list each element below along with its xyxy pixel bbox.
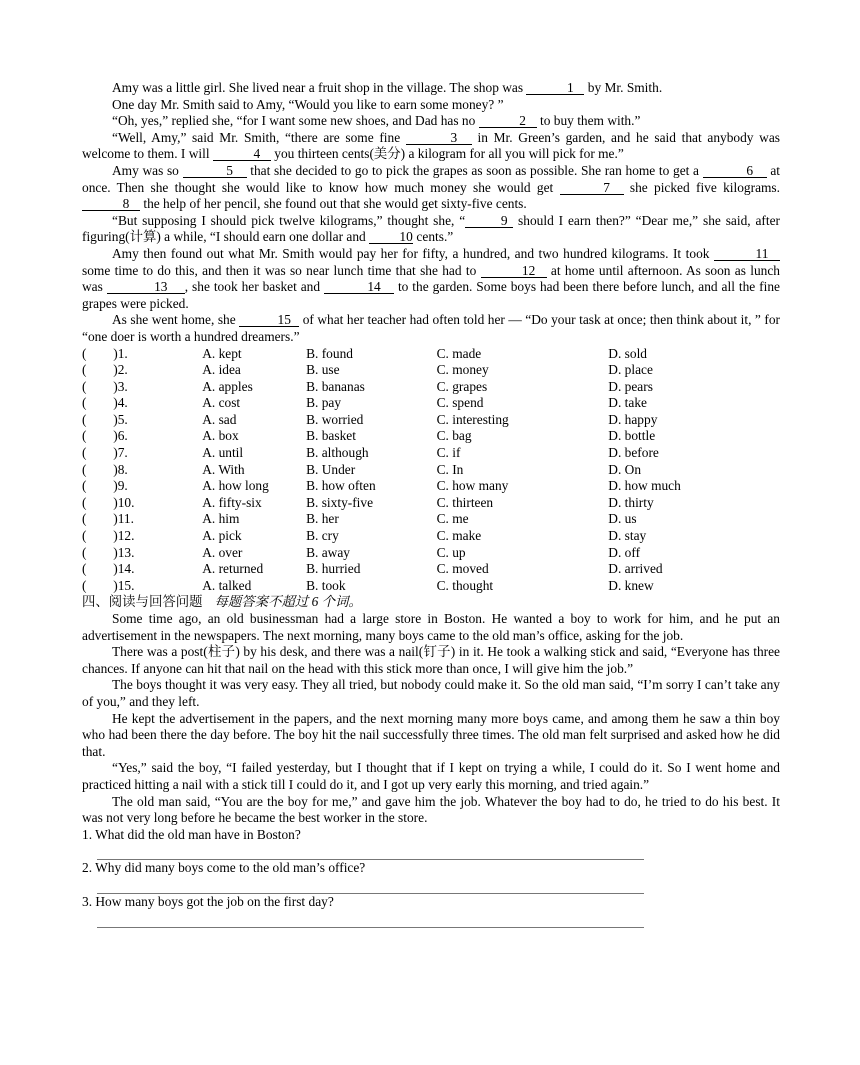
reading-paragraph: The old man said, “You are the boy for me,” and gave him the job. Whatever the boy had to do, he tried to do his best. It was not very long before he became the best worker in the store. [82, 793, 780, 826]
option-number[interactable]: ( )10. [82, 494, 135, 510]
cloze-paragraph-8: As she went home, she 15 of what her teacher had often told her — “Do your task at once; then think about it, ” for “one doer is worth a hundred dreamers.” [82, 312, 780, 344]
blank-14[interactable]: 14 [324, 280, 394, 294]
option-c: C. make [436, 528, 482, 544]
blank-13[interactable]: 13 [107, 280, 185, 294]
option-a: A. box [202, 428, 239, 444]
option-b: B. bananas [306, 378, 365, 394]
option-row [82, 379, 780, 396]
option-c: C. up [436, 544, 466, 560]
option-c: C. interesting [436, 411, 509, 427]
option-d: D. arrived [608, 561, 663, 577]
option-number[interactable]: ( )2. [82, 362, 128, 378]
option-number[interactable]: ( )12. [82, 528, 135, 544]
blank-5[interactable]: 5 [183, 164, 247, 178]
option-row [82, 462, 780, 479]
option-a: A. pick [202, 528, 242, 544]
cloze-paragraph-3: “Oh, yes,” replied she, “for I want some new shoes, and Dad has no 2 to buy them with.” [112, 113, 641, 129]
option-b: B. how often [306, 478, 376, 494]
option-a: A. fifty-six [202, 494, 262, 510]
reading-paragraph: He kept the advertisement in the papers, and the next morning many more boys came, and among them he saw a thin boy who had been there the day before. The boy hit the nail successfully three times. The old man felt surprised and asked how he did that. [82, 710, 780, 759]
blank-11[interactable]: 11 [714, 247, 780, 261]
option-b: B. hurried [306, 561, 361, 577]
option-d: D. On [608, 461, 642, 477]
option-row [82, 495, 780, 512]
option-number[interactable]: ( )1. [82, 345, 128, 361]
blank-8[interactable]: 8 [82, 197, 140, 211]
option-number[interactable]: ( )15. [82, 577, 135, 593]
reading-passage [82, 611, 780, 827]
option-a: A. apples [202, 378, 253, 394]
option-number[interactable]: ( )11. [82, 511, 134, 527]
option-b: B. took [306, 577, 346, 593]
option-number[interactable]: ( )8. [82, 461, 128, 477]
option-b: B. cry [306, 528, 339, 544]
question-2: 2. Why did many boys come to the old man’s office? [82, 860, 366, 876]
reading-paragraph: The boys thought it was very easy. They all tried, but nobody could make it. So the old man said, “I’m sorry I can’t take any of you,” and they left. [82, 677, 780, 709]
option-b: B. away [306, 544, 350, 560]
blank-10[interactable]: 10 [369, 230, 413, 244]
reading-paragraph: “Yes,” said the boy, “I failed yesterday, but I thought that if I kept on trying a while, I could do it. So I went home and practiced hitting a nail with a stick till I could do it, and I got up very early this morning, and tried again.” [82, 760, 780, 792]
option-row [82, 362, 780, 379]
option-a: A. cost [202, 395, 241, 411]
option-d: D. bottle [608, 428, 656, 444]
option-d: D. before [608, 445, 659, 461]
option-b: B. found [306, 345, 353, 361]
option-b: B. Under [306, 461, 356, 477]
option-number[interactable]: ( )6. [82, 428, 128, 444]
option-b: B. her [306, 511, 339, 527]
option-d: D. us [608, 511, 637, 527]
worksheet-page [82, 80, 780, 928]
option-a: A. him [202, 511, 240, 527]
blank-6[interactable]: 6 [703, 164, 767, 178]
answer-hint: 每题答案不超过 6 个词。 [214, 594, 362, 610]
answer-line-1[interactable] [97, 843, 644, 860]
questions [82, 827, 780, 928]
option-number[interactable]: ( )14. [82, 561, 135, 577]
option-a: A. sad [202, 411, 237, 427]
option-d: D. how much [608, 478, 681, 494]
blank-3[interactable]: 3 [406, 131, 472, 145]
cloze-paragraph-2: One day Mr. Smith said to Amy, “Would you like to earn some money? ” [112, 96, 504, 112]
option-c: C. moved [436, 561, 489, 577]
option-c: C. me [436, 511, 469, 527]
blank-2[interactable]: 2 [479, 114, 537, 128]
option-row [82, 528, 780, 545]
option-c: C. spend [436, 395, 484, 411]
option-d: D. off [608, 544, 641, 560]
option-b: B. basket [306, 428, 356, 444]
option-d: D. sold [608, 345, 647, 361]
option-a: A. how long [202, 478, 269, 494]
option-b: B. use [306, 362, 340, 378]
option-row [82, 445, 780, 462]
option-c: C. made [436, 345, 482, 361]
blank-4[interactable]: 4 [213, 147, 271, 161]
blank-7[interactable]: 7 [560, 181, 624, 195]
option-d: D. take [608, 395, 647, 411]
option-a: A. talked [202, 577, 252, 593]
option-number[interactable]: ( )3. [82, 378, 128, 394]
option-a: A. over [202, 544, 243, 560]
blank-12[interactable]: 12 [481, 264, 547, 278]
cloze-passage [82, 80, 780, 346]
option-c: C. how many [436, 478, 509, 494]
option-row [82, 478, 780, 495]
option-b: B. worried [306, 411, 364, 427]
option-a: A. With [202, 461, 245, 477]
reading-paragraph: Some time ago, an old businessman had a large store in Boston. He wanted a boy to work for him, and he put an advertisement in the newspapers. The next morning, many boys came to the old man’s office, asking for the job. [82, 611, 780, 643]
option-b: B. sixty-five [306, 494, 374, 510]
question-1: 1. What did the old man have in Boston? [82, 826, 301, 842]
option-row [82, 395, 780, 412]
option-d: D. stay [608, 528, 647, 544]
option-c: C. if [436, 445, 461, 461]
blank-1[interactable]: 1 [526, 81, 584, 95]
cloze-paragraph-1: Amy was a little girl. She lived near a fruit shop in the village. The shop was 1 by Mr. Smith. [112, 80, 663, 95]
option-row [82, 561, 780, 578]
option-d: D. happy [608, 411, 658, 427]
options-table [82, 346, 780, 595]
option-number[interactable]: ( )4. [82, 395, 128, 411]
option-d: D. place [608, 362, 653, 378]
option-d: D. thirty [608, 494, 654, 510]
answer-line-2[interactable] [97, 877, 644, 894]
cloze-paragraph-5: Amy was so 5 that she decided to go to pick the grapes as soon as possible. She ran home to get a 6 at once. Then she thought she would like to know how much money she would get 7 she picked five kilograms. 8 the help of her pencil, she found out that she would get sixty-five cents. [82, 162, 781, 212]
reading-paragraph: There was a post(柱子) by his desk, and there was a nail(钉子) in it. He took a walking stick and said, “Everyone has three chances. If anyone can hit that nail on the head with this stick more than once, I will give him the job.” [82, 644, 780, 676]
option-c: C. money [436, 362, 489, 378]
option-b: B. pay [306, 395, 342, 411]
option-d: D. knew [608, 577, 654, 593]
option-row [82, 545, 780, 562]
option-number[interactable]: ( )5. [82, 411, 128, 427]
option-d: D. pears [608, 378, 653, 394]
option-row [82, 412, 780, 429]
option-number[interactable]: ( )9. [82, 478, 128, 494]
option-row [82, 578, 780, 595]
section-4-heading: 四、阅读与回答问题 每题答案不超过 6 个词。 [82, 594, 362, 610]
cloze-paragraph-7: Amy then found out what Mr. Smith would pay her for fifty, a hundred, and two hundred kilograms. It took 11 some time to do this, and then it was so near lunch time that she had to 12 at home until afternoon. As soon as lunch was 13 , she took her basket and 14 to the garden. Some boys had been there before lunch, and all the fine grapes were picked. [82, 245, 780, 311]
option-number[interactable]: ( )7. [82, 445, 128, 461]
option-row [82, 511, 780, 528]
option-number[interactable]: ( )13. [82, 544, 135, 560]
option-row [82, 346, 780, 363]
blank-15[interactable]: 15 [239, 313, 299, 327]
option-a: A. returned [202, 561, 264, 577]
option-c: C. thought [436, 577, 494, 593]
blank-9[interactable]: 9 [465, 214, 513, 228]
question-3: 3. How many boys got the job on the first day? [82, 893, 334, 909]
option-c: C. bag [436, 428, 472, 444]
option-b: B. although [306, 445, 369, 461]
option-c: C. grapes [436, 378, 488, 394]
option-c: C. thirteen [436, 494, 494, 510]
option-a: A. kept [202, 345, 242, 361]
option-a: A. until [202, 445, 244, 461]
option-a: A. idea [202, 362, 241, 378]
answer-line-3[interactable] [97, 911, 644, 928]
cloze-paragraph-6: “But supposing I should pick twelve kilograms,” thought she, “ 9 should I earn then?” “Dear me,” she said, after figuring(计算) a while, “I should earn one dollar and 10 cents.” [82, 212, 780, 245]
option-row [82, 428, 780, 445]
cloze-paragraph-4: “Well, Amy,” said Mr. Smith, “there are some fine 3 in Mr. Green’s garden, and he said that anybody was welcome to them. I will 4 you thirteen cents(美分) a kilogram for all you will pick for me.” [82, 129, 781, 162]
option-c: C. In [436, 461, 464, 477]
